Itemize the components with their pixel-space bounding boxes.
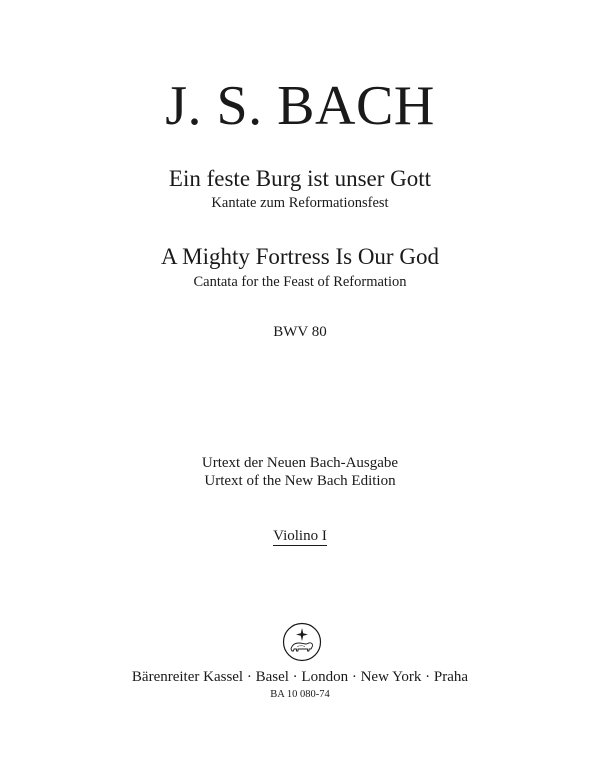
work-title-english: A Mighty Fortress Is Our God: [161, 244, 439, 269]
instrument-part-label: Violino I: [273, 528, 327, 544]
work-subtitle-german: Kantate zum Reformationsfest: [211, 195, 389, 211]
catalogue-number-bwv: BWV 80: [273, 324, 327, 340]
publisher-imprint: Bärenreiter Kassel · Basel · London · New York · Praha: [131, 669, 469, 685]
composer-name: J. S. BACH: [165, 75, 435, 137]
edition-line-german: Urtext der Neuen Bach-Ausgabe: [201, 455, 399, 471]
work-title-german: Ein feste Burg ist unser Gott: [168, 166, 432, 191]
baerenreiter-bear-logo-icon: [282, 622, 322, 662]
edition-line-english: Urtext of the New Bach Edition: [204, 473, 396, 489]
work-subtitle-english: Cantata for the Feast of Reformation: [193, 274, 407, 290]
instrument-part: [0, 527, 600, 545]
publisher-catalogue-number: BA 10 080-74: [270, 689, 330, 700]
